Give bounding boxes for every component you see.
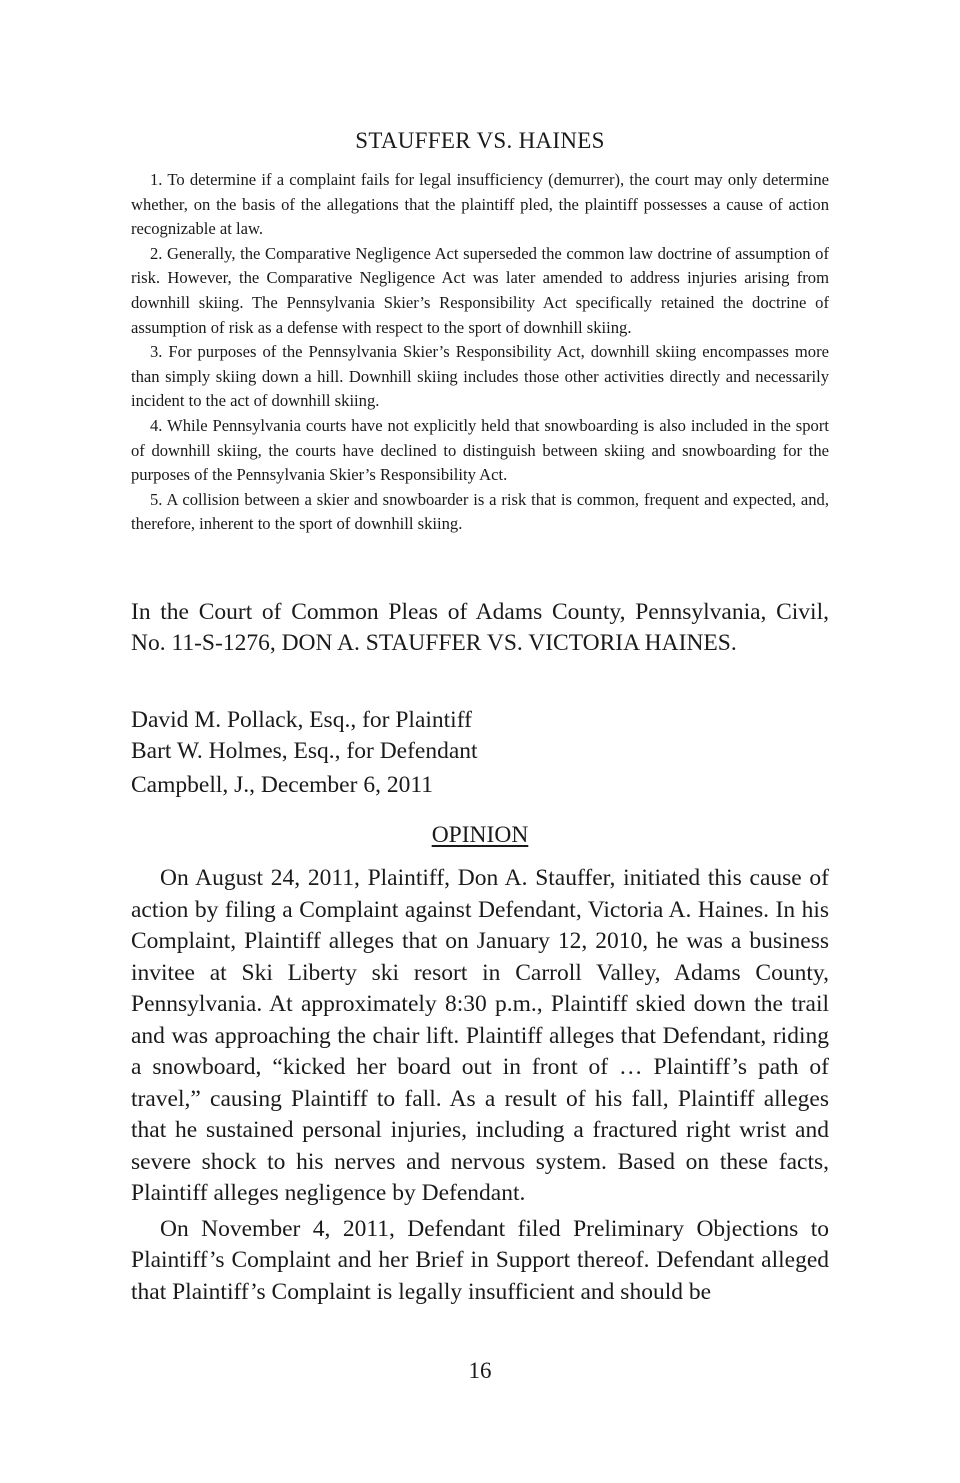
opinion-body: [131, 863, 829, 1308]
opinion-heading: [131, 820, 829, 851]
case-caption: In the Court of Common Pleas of Adams County, Pennsylvania, Civil, No. 11-S-1276, DON A. STAUFFER VS. VICTORIA HAINES.: [131, 599, 829, 656]
plaintiff-counsel: David M. Pollack, Esq., for Plaintiff: [131, 707, 472, 733]
headnote-5: 5. A collision between a skier and snowboarder is a risk that is common, frequent and expected, and, therefore, inherent to the sport of downhill skiing.: [131, 489, 829, 534]
headnotes: [131, 168, 829, 537]
body-paragraph-2: On November 4, 2011, Defendant filed Preliminary Objections to Plaintiff’s Complaint and her Brief in Support thereof. Defendant alleged that Plaintiff’s Complaint is legally insufficient and should be: [131, 1215, 829, 1305]
headnote-3: 3. For purposes of the Pennsylvania Skier’s Responsibility Act, downhill skiing encompasses more than simply skiing down a hill. Downhill skiing includes those other activities directly and necessarily incident to the act of downhill skiing.: [131, 342, 829, 411]
headnote-1: 1. To determine if a complaint fails for legal insufficiency (demurrer), the court may only determine whether, on the basis of the allegations that the plaintiff pled, the plaintiff possesses a cause of action recognizable at law.: [131, 170, 829, 239]
defendant-counsel: Bart W. Holmes, Esq., for Defendant: [131, 737, 478, 764]
opinion-title: OPINION: [431, 822, 529, 848]
page-number: 16: [468, 1358, 492, 1383]
judge-date-line: Campbell, J., December 6, 2011: [131, 772, 433, 798]
counsel-block: [131, 705, 829, 766]
running-head: STAUFFER VS. HAINES: [355, 128, 605, 153]
headnote-2: 2. Generally, the Comparative Negligence Act superseded the common law doctrine of assumption of risk. However, the Comparative Negligence Act was later amended to address injuries arising from downhill skiing. The Pennsylvania Skier’s Responsibility Act specifically retained the doctrine of assumption of risk as a defense with respect to the sport of downhill skiing.: [131, 243, 829, 337]
body-paragraph-1: On August 24, 2011, Plaintiff, Don A. Stauffer, initiated this cause of action by filing a Complaint against Defendant, Victoria A. Haines. In his Complaint, Plaintiff alleges that on January 12, 2010, he was a business invitee at Ski Liberty ski resort in Carroll Valley, Adams County, Pennsylvania. At approximately 8:30 p.m., Plaintiff skied down the trail and was approaching the chair lift. Plaintiff alleges that Defendant, riding a snowboard, “kicked her board out in front of … Plaintiff’s path of travel,” causing Plaintiff to fall. As a result of his fall, Plaintiff alleges that he sustained personal injuries, including a fractured right wrist and severe shock to his nerves and nervous system. Based on these facts, Plaintiff alleges negligence by Defendant.: [131, 865, 829, 1206]
headnote-4: 4. While Pennsylvania courts have not explicitly held that snowboarding is also included in the sport of downhill skiing, the courts have declined to distinguish between skiing and snowboarding for the purposes of the Pennsylvania Skier’s Responsibility Act.: [131, 415, 829, 485]
